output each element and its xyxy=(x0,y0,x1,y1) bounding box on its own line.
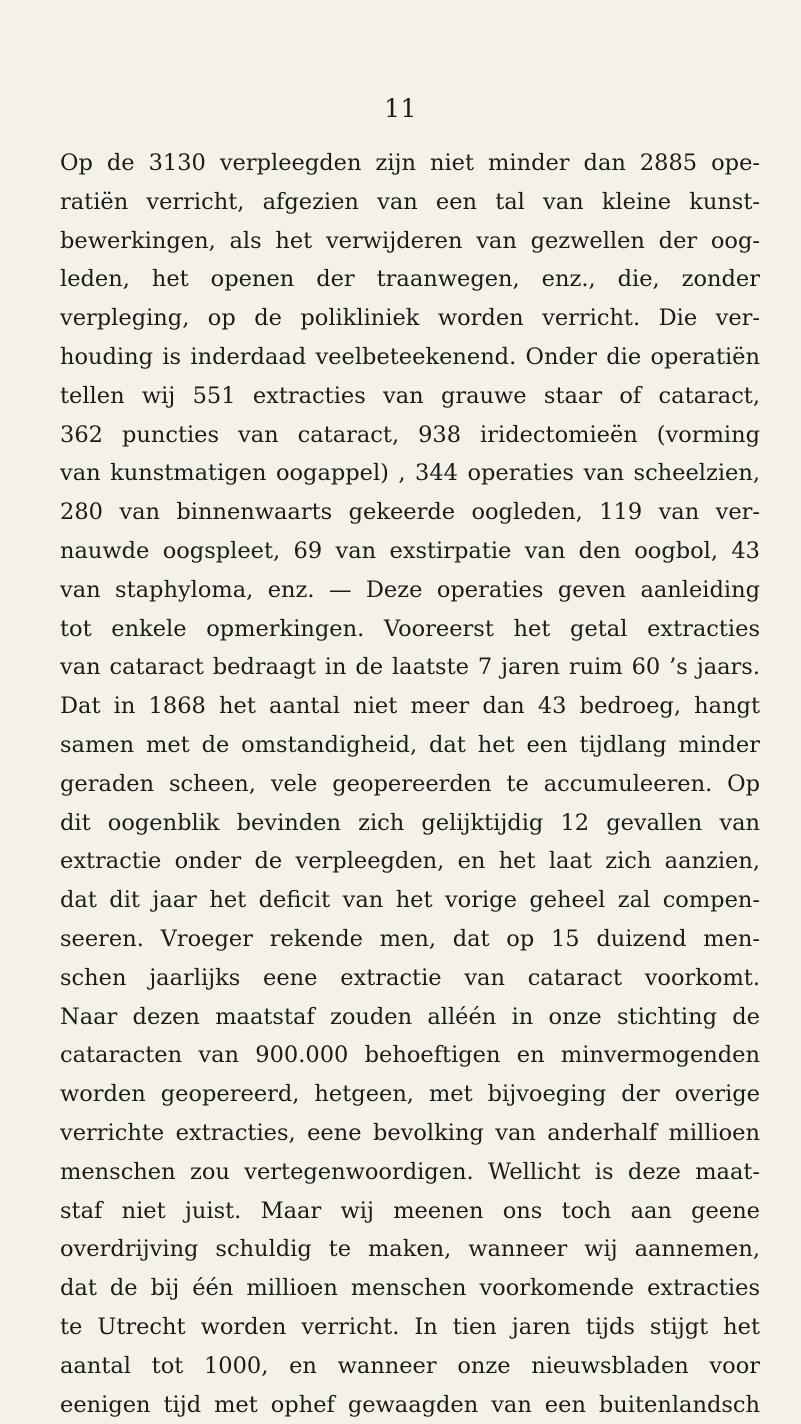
text-line: houding is inderdaad veelbeteekenend. Onder die operatiën xyxy=(60,338,760,377)
text-line: samen met de omstandigheid, dat het een tijdlang minder xyxy=(60,726,760,765)
text-line: Op de 3130 verpleegden zijn niet minder dan 2885 ope- xyxy=(60,144,760,183)
text-line: staf niet juist. Maar wij meenen ons toch aan geene xyxy=(60,1192,760,1231)
text-line: verpleging, op de polikliniek worden verricht. Die ver- xyxy=(60,299,760,338)
text-line: aantal tot 1000, en wanneer onze nieuwsbladen voor xyxy=(60,1347,760,1386)
text-line: 362 puncties van cataract, 938 iridectomieën (vorming xyxy=(60,416,760,455)
text-line: overdrijving schuldig te maken, wanneer wij aannemen, xyxy=(60,1230,760,1269)
text-line: worden geopereerd, hetgeen, met bijvoeging der overige xyxy=(60,1075,760,1114)
text-line: dat de bij één millioen menschen voorkomende extracties xyxy=(60,1269,760,1308)
text-line: ratiën verricht, afgezien van een tal van kleine kunst- xyxy=(60,183,760,222)
text-line: tellen wij 551 extracties van grauwe staar of cataract, xyxy=(60,377,760,416)
text-line: tot enkele opmerkingen. Vooreerst het getal extracties xyxy=(60,610,760,649)
text-line: te Utrecht worden verricht. In tien jaren tijds stijgt het xyxy=(60,1308,760,1347)
text-line: van kunstmatigen oogappel) , 344 operaties van scheelzien, xyxy=(60,454,760,493)
text-line: dat dit jaar het deficit van het vorige geheel zal compen- xyxy=(60,881,760,920)
text-line: dit oogenblik bevinden zich gelijktijdig 12 gevallen van xyxy=(60,804,760,843)
text-line: leden, het openen der traanwegen, enz., die, zonder xyxy=(60,260,760,299)
text-line: Naar dezen maatstaf zouden alléén in onze stichting de xyxy=(60,998,760,1037)
text-line: Dat in 1868 het aantal niet meer dan 43 bedroeg, hangt xyxy=(60,687,760,726)
text-line: eenigen tijd met ophef gewaagden van een buitenlandsch xyxy=(60,1386,760,1424)
text-line: 280 van binnenwaarts gekeerde oogleden, 119 van ver- xyxy=(60,493,760,532)
text-line: extractie onder de verpleegden, en het laat zich aanzien, xyxy=(60,842,760,881)
text-line: seeren. Vroeger rekende men, dat op 15 duizend men- xyxy=(60,920,760,959)
text-line: nauwde oogspleet, 69 van exstirpatie van den oogbol, 43 xyxy=(60,532,760,571)
text-line: cataracten van 900.000 behoeftigen en minvermogenden xyxy=(60,1036,760,1075)
text-line: menschen zou vertegenwoordigen. Wellicht is deze maat- xyxy=(60,1153,760,1192)
text-line: van staphyloma, enz. — Deze operaties geven aanleiding xyxy=(60,571,760,610)
text-line: van cataract bedraagt in de laatste 7 jaren ruim 60 ’s jaars. xyxy=(60,648,760,687)
text-line: geraden scheen, vele geopereerden te accumuleeren. Op xyxy=(60,765,760,804)
page-number: 11 xyxy=(0,94,801,124)
text-line: schen jaarlijks eene extractie van cataract voorkomt. xyxy=(60,959,760,998)
text-line: bewerkingen, als het verwijderen van gezwellen der oog- xyxy=(60,222,760,261)
text-line: verrichte extracties, eene bevolking van anderhalf millioen xyxy=(60,1114,760,1153)
body-paragraph xyxy=(60,144,760,1424)
